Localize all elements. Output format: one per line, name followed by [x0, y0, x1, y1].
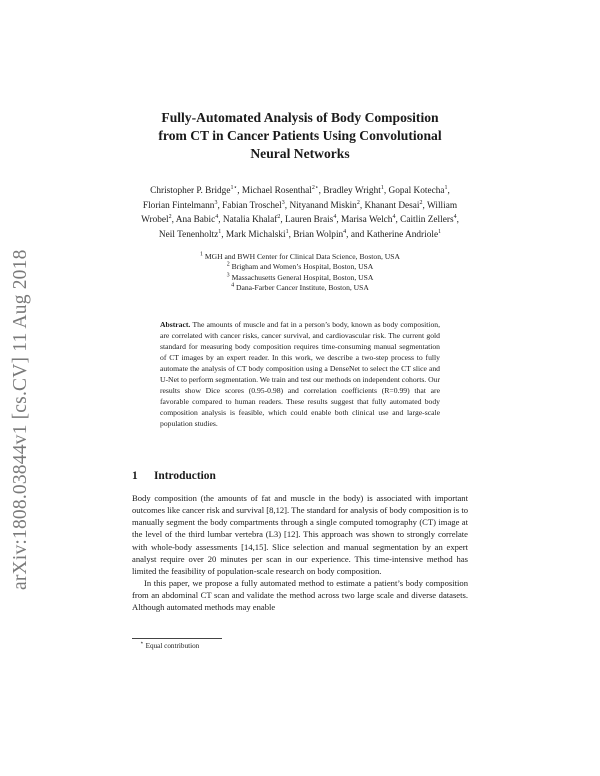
author-name: Nityanand Miskin [289, 200, 357, 211]
author [159, 230, 221, 240]
author-name: Christopher P. Bridge [150, 186, 231, 196]
title-line: from CT in Cancer Patients Using Convolutional [158, 128, 442, 143]
affiliation-number: 4 [231, 282, 235, 289]
author-name: William Wrobel [141, 200, 458, 226]
affiliation-number: 1 [200, 251, 203, 258]
footnote-text: Equal contribution [145, 642, 200, 650]
author-name: Lauren Brais [285, 215, 334, 226]
author-separator: , [447, 186, 450, 196]
title-line: Fully-Automated Analysis of Body Composition [161, 110, 439, 125]
author-separator: , [422, 200, 427, 211]
abstract [160, 319, 440, 429]
affiliation-text: Brigham and Women’s Hospital, Boston, USA [229, 262, 374, 272]
author-separator: , [383, 186, 389, 196]
author-name: Natalia Khalaf [222, 215, 278, 226]
author [400, 215, 456, 225]
paragraph: Body composition (the amounts of fat and muscle in the body) is associated with important outcomes like cancer risk and survival [8,12]. The standard for analysis of body composition is to manually segment the body compartments through a single computed tomography (CT) image at the level of the third lumbar vertebra (L3) [12]. This approach was shown to strongly correlate with whole-body assessments [14,15]. Slice selection and manual segmentation by an expert analyst require over 20 minutes per scan in our experience. This time-intensive method has limited the feasibility of population-scale research on body composition. [132, 493, 468, 576]
author-separator: , [456, 215, 459, 226]
affiliation-text: Massachusetts General Hospital, Boston, USA [229, 272, 374, 282]
footnote-mark: ⋆ [140, 640, 144, 647]
author [341, 215, 396, 225]
author-affiliation-mark: 1 [444, 184, 448, 191]
footnote [140, 641, 460, 651]
author-affiliation-mark: 1 [438, 228, 442, 235]
author-separator: , [218, 215, 223, 226]
author-affiliation-mark: 2 [168, 214, 172, 221]
author-separator: , [359, 200, 365, 211]
author [143, 201, 218, 211]
author [242, 186, 319, 196]
author-name: Bradley Wright [323, 186, 381, 196]
author-affiliation-mark: 1 [285, 228, 289, 235]
author-affiliation-mark: 3 [214, 199, 218, 206]
author-list [136, 184, 464, 242]
author [222, 201, 285, 211]
author-separator: , [217, 200, 223, 211]
author-separator: , [336, 215, 341, 226]
author [176, 215, 219, 225]
author-affiliation-mark: 1 [380, 184, 384, 191]
author [226, 230, 289, 240]
author [293, 230, 346, 240]
author-affiliation-mark: 1⋆ [230, 184, 238, 191]
affiliation-text: Dana-Farber Cancer Institute, Boston, USA [234, 283, 369, 293]
author-separator: , [288, 229, 294, 240]
author-affiliation-mark: 4 [343, 228, 347, 235]
author-affiliation-mark: 3 [281, 199, 285, 206]
author-name: Mark Michalski [225, 229, 286, 240]
author-affiliation-mark: 2⋆ [311, 184, 319, 191]
affiliation-number: 2 [226, 261, 230, 268]
author-name: Khanant Desai [364, 200, 420, 211]
author-affiliation-mark: 2 [419, 199, 423, 206]
author-affiliation-mark: 2 [277, 214, 281, 221]
author [323, 186, 384, 196]
affiliation-number: 3 [226, 272, 230, 279]
author-name: Katherine Andriole [366, 229, 439, 240]
author-separator: , [284, 200, 290, 211]
author [285, 215, 336, 225]
body-text [132, 492, 468, 614]
author-affiliation-mark: 4 [215, 214, 219, 221]
affiliation-list [165, 252, 435, 294]
author-separator: , [280, 215, 286, 226]
author [365, 201, 423, 211]
author-name: Ana Babic [175, 215, 216, 226]
author-separator: , [395, 215, 401, 226]
author-affiliation-mark: 2 [356, 199, 360, 206]
author-name: Brian Wolpin [293, 229, 344, 240]
affiliation [165, 283, 435, 293]
section-number: 1 [132, 470, 138, 482]
author [289, 201, 359, 211]
affiliation [165, 262, 435, 272]
affiliation-text: MGH and BWH Center for Clinical Data Science, Boston, USA [203, 252, 400, 261]
affiliation [165, 252, 435, 262]
affiliation [165, 273, 435, 283]
author-affiliation-mark: 4 [392, 214, 396, 221]
abstract-label: Abstract. [160, 320, 191, 329]
author-name: Florian Fintelmann [142, 200, 215, 211]
author-separator: , [171, 215, 176, 226]
paragraph: In this paper, we propose a fully automated method to estimate a patient’s body composition from an abdominal CT scan and validate the method across two large scale and diverse datasets. Although automated methods may enable [132, 578, 468, 613]
author [150, 186, 237, 196]
author-name: Caitlin Zellers [400, 215, 454, 226]
author-separator: , [237, 186, 242, 196]
author-affiliation-mark: 1 [218, 228, 222, 235]
author [223, 215, 280, 225]
paper-title [120, 109, 480, 163]
arxiv-identifier: arXiv:1808.03844v1 [cs.CV] 11 Aug 2018 [10, 249, 31, 590]
author-separator: , [318, 186, 324, 196]
author-name: Michael Rosenthal [241, 186, 312, 196]
author-affiliation-mark: 4 [453, 214, 457, 221]
author-name: Fabian Troschel [222, 200, 282, 211]
author-name: Neil Tenenholtz [158, 229, 219, 240]
section-heading [132, 470, 472, 482]
author-name: Marisa Welch [340, 215, 393, 226]
section-title: Introduction [154, 470, 216, 482]
author-separator: , and [346, 229, 367, 240]
footnote-rule [132, 638, 222, 639]
author [367, 230, 442, 240]
author-separator: , [221, 229, 226, 240]
author-name: Gopal Kotecha [388, 186, 445, 196]
author [388, 186, 447, 196]
author-affiliation-mark: 4 [333, 214, 337, 221]
abstract-text: The amounts of muscle and fat in a person’s body, known as body composition, are correlated with cancer risks, cancer survival, and cardiovascular risk. The current gold standard for measuring body composition requires time-consuming manual segmentation of CT images by an expert reader. In this work, we describe a two-step process to fully automate the analysis of CT body composition using a DenseNet to select the CT slice and U-Net to perform segmentation. We train and test our methods on independent cohorts. Our results show Dice scores (0.95-0.98) and correlation coefficients (R=0.99) that are favorable compared to human readers. These results suggest that fully automated body composition analysis is feasible, which could enable both clinical use and large-scale population studies. [160, 320, 441, 428]
title-line: Neural Networks [250, 146, 350, 161]
